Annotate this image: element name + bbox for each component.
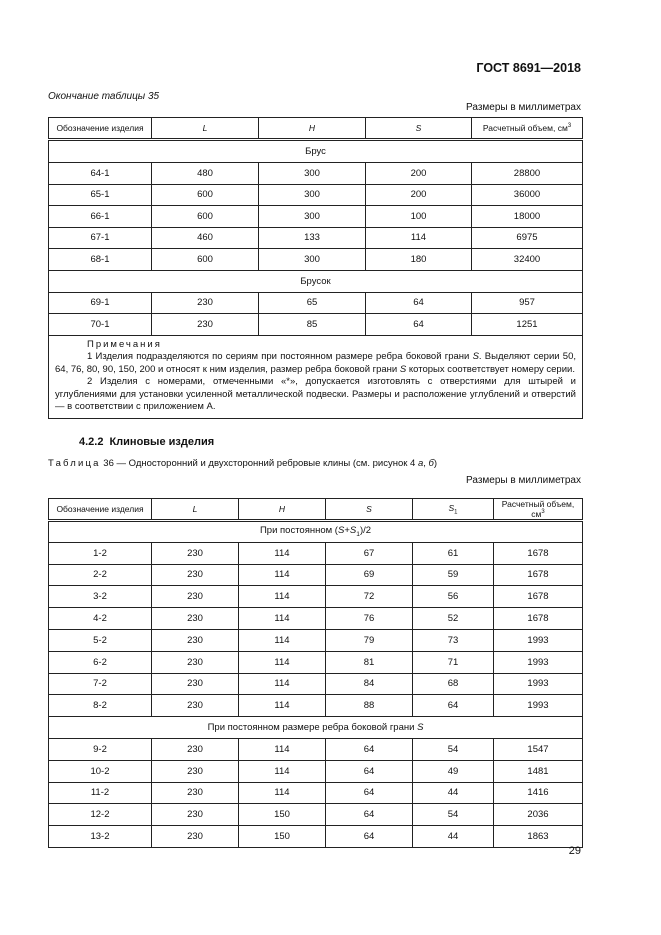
table-cell: 68 [413, 673, 494, 695]
table-continuation-label: Окончание таблицы 35 [48, 91, 160, 102]
table-cell: 11-2 [49, 782, 152, 804]
table-cell: 5-2 [49, 629, 152, 651]
note-1: 1 Изделия подразделяются по сериям при постоянном размере ребра боковой грани S. Выделяют серии 50, 64, 76, 80, 90, 150, 200 и относят к ним изделия, размер ребра боковой грани S которых соответствует номеру серии. [55, 351, 576, 375]
table-cell: 67-1 [49, 227, 152, 249]
table-row [49, 249, 583, 271]
table-cell: 230 [152, 826, 239, 848]
table-cell: 32400 [472, 249, 583, 271]
column-header: H [239, 499, 326, 521]
table-cell: 1993 [494, 695, 583, 717]
table-cell: 64 [326, 738, 413, 760]
table-cell: 1993 [494, 673, 583, 695]
table-cell: 1251 [472, 314, 583, 336]
table-row [49, 826, 583, 848]
table-cell: 1416 [494, 782, 583, 804]
table-cell: 2036 [494, 804, 583, 826]
table-cell: 114 [239, 738, 326, 760]
table-cell: 230 [152, 782, 239, 804]
table-row [49, 673, 583, 695]
table-cell: 64 [326, 826, 413, 848]
table-cell: 230 [152, 292, 259, 314]
table-cell: 64 [413, 695, 494, 717]
table-row [49, 738, 583, 760]
table-cell: 480 [152, 163, 259, 185]
table-cell: 230 [152, 314, 259, 336]
table-cell: 65-1 [49, 184, 152, 206]
table-cell: 61 [413, 542, 494, 564]
column-header: Расчетный объем, $см^3$ [494, 499, 583, 521]
units-label: Размеры в миллиметрах [466, 475, 581, 486]
column-header: Расчетный объем, $см^3$ [472, 118, 583, 140]
table-cell: 64 [366, 314, 472, 336]
table-cell: 200 [366, 184, 472, 206]
table-header-row [49, 499, 583, 521]
column-header: L [152, 118, 259, 140]
table-cell: 114 [239, 651, 326, 673]
table-cell: 28800 [472, 163, 583, 185]
table-cell: 59 [413, 564, 494, 586]
table-cell: 1-2 [49, 542, 152, 564]
table-row [49, 608, 583, 630]
table-header-row [49, 118, 583, 140]
table-cell: 66-1 [49, 206, 152, 228]
table-cell: 13-2 [49, 826, 152, 848]
table-cell: 9-2 [49, 738, 152, 760]
table-cell: 114 [239, 673, 326, 695]
column-header: H [259, 118, 366, 140]
notes-title: Примечания [87, 338, 162, 350]
note-2: 2 Изделия с номерами, отмеченными «*», допускается изготовлять с отверстиями для штырей и углублениями для установки усиленной металлической подвески. Размеры и расположение углублений и отверстий — в соответствии с приложением А. [55, 376, 576, 412]
table-cell: 52 [413, 608, 494, 630]
table-cell: 65 [259, 292, 366, 314]
table-cell: 114 [239, 586, 326, 608]
table-cell: 230 [152, 542, 239, 564]
table-cell: 64 [366, 292, 472, 314]
table-cell: 230 [152, 695, 239, 717]
table-cell: 230 [152, 760, 239, 782]
table-cell: 114 [239, 564, 326, 586]
table-cell: 64-1 [49, 163, 152, 185]
table-row [49, 227, 583, 249]
table-cell: 69 [326, 564, 413, 586]
table-cell: 114 [239, 542, 326, 564]
table-cell: 114 [239, 695, 326, 717]
table-cell: 88 [326, 695, 413, 717]
column-header: $S_1$ [413, 499, 494, 521]
table-cell: 230 [152, 673, 239, 695]
table-cell: 72 [326, 586, 413, 608]
table-caption: Таблица 36 — Односторонний и двухсторонний ребровые клины (см. рисунок 4 а, б) [48, 458, 438, 469]
group-heading: Брусок [49, 270, 583, 292]
table-cell: 44 [413, 782, 494, 804]
table-cell: 64 [326, 804, 413, 826]
table-cell: 114 [239, 760, 326, 782]
page-number: 29 [568, 845, 581, 857]
table-cell: 600 [152, 249, 259, 271]
table-cell: 64 [326, 760, 413, 782]
table-cell: 114 [366, 227, 472, 249]
column-header: S [326, 499, 413, 521]
table-row [49, 760, 583, 782]
table-cell: 3-2 [49, 586, 152, 608]
table-cell: 230 [152, 651, 239, 673]
table-cell: 230 [152, 564, 239, 586]
table-cell: 300 [259, 249, 366, 271]
table-cell: 230 [152, 586, 239, 608]
table-row [49, 586, 583, 608]
table-cell: 114 [239, 608, 326, 630]
table-cell: 12-2 [49, 804, 152, 826]
document-header: ГОСТ 8691—2018 [476, 61, 581, 75]
table-row [49, 292, 583, 314]
table-cell: 18000 [472, 206, 583, 228]
table-row [49, 782, 583, 804]
table-cell: 1993 [494, 651, 583, 673]
table-cell: 71 [413, 651, 494, 673]
column-header: Обозначение изделия [49, 499, 152, 521]
table-cell: 7-2 [49, 673, 152, 695]
table-cell: 300 [259, 206, 366, 228]
group-heading: Брус [49, 140, 583, 163]
table-cell: 600 [152, 184, 259, 206]
table-cell: 44 [413, 826, 494, 848]
table-cell: 1678 [494, 542, 583, 564]
table-cell: 73 [413, 629, 494, 651]
table-cell: 69-1 [49, 292, 152, 314]
table-cell: 79 [326, 629, 413, 651]
table-cell: 81 [326, 651, 413, 673]
table-cell: 70-1 [49, 314, 152, 336]
table-cell: 200 [366, 163, 472, 185]
table-cell: 1547 [494, 738, 583, 760]
table-notes [49, 335, 583, 418]
table-cell: 56 [413, 586, 494, 608]
table-cell: 76 [326, 608, 413, 630]
table-cell: 100 [366, 206, 472, 228]
section-heading: 4.2.2 Клиновые изделия [79, 436, 215, 448]
table-cell: 36000 [472, 184, 583, 206]
table-cell: 68-1 [49, 249, 152, 271]
column-header: S [366, 118, 472, 140]
table-row [49, 564, 583, 586]
table-row [49, 651, 583, 673]
table-cell: 230 [152, 804, 239, 826]
table-cell: 6-2 [49, 651, 152, 673]
table-cell: 1993 [494, 629, 583, 651]
table-cell: 133 [259, 227, 366, 249]
group-heading: При постоянном размере ребра боковой грани S [49, 717, 583, 739]
table-cell: 1481 [494, 760, 583, 782]
table-cell: 150 [239, 826, 326, 848]
table-row [49, 695, 583, 717]
column-header: Обозначение изделия [49, 118, 152, 140]
table-cell: 300 [259, 163, 366, 185]
table-cell: 49 [413, 760, 494, 782]
table-row [49, 206, 583, 228]
table-row [49, 629, 583, 651]
table-cell: 300 [259, 184, 366, 206]
table-cell: 54 [413, 738, 494, 760]
table-cell: 1678 [494, 586, 583, 608]
table-cell: 85 [259, 314, 366, 336]
table-cell: 114 [239, 629, 326, 651]
table-cell: 2-2 [49, 564, 152, 586]
table-cell: 1678 [494, 564, 583, 586]
table-cell: 114 [239, 782, 326, 804]
table-cell: 150 [239, 804, 326, 826]
table-cell: 230 [152, 629, 239, 651]
table-cell: 67 [326, 542, 413, 564]
table-cell: 180 [366, 249, 472, 271]
table-cell: 54 [413, 804, 494, 826]
table-row [49, 542, 583, 564]
group-heading: При постоянном $(S+S_1)/2$ [49, 521, 583, 543]
table-cell: 64 [326, 782, 413, 804]
table-cell: 8-2 [49, 695, 152, 717]
table-cell: 84 [326, 673, 413, 695]
table-cell: 230 [152, 738, 239, 760]
table-row [49, 314, 583, 336]
table-row [49, 163, 583, 185]
table-cell: 6975 [472, 227, 583, 249]
units-label: Размеры в миллиметрах [466, 102, 581, 113]
table-cell: 4-2 [49, 608, 152, 630]
table-cell: 957 [472, 292, 583, 314]
table-row [49, 184, 583, 206]
table-cell: 600 [152, 206, 259, 228]
table-cell: 230 [152, 608, 239, 630]
column-header: L [152, 499, 239, 521]
table-row [49, 804, 583, 826]
table-cell: 1863 [494, 826, 583, 848]
table-cell: 1678 [494, 608, 583, 630]
table-cell: 460 [152, 227, 259, 249]
table-cell: 10-2 [49, 760, 152, 782]
table-36 [48, 498, 583, 848]
table-35 [48, 117, 583, 419]
